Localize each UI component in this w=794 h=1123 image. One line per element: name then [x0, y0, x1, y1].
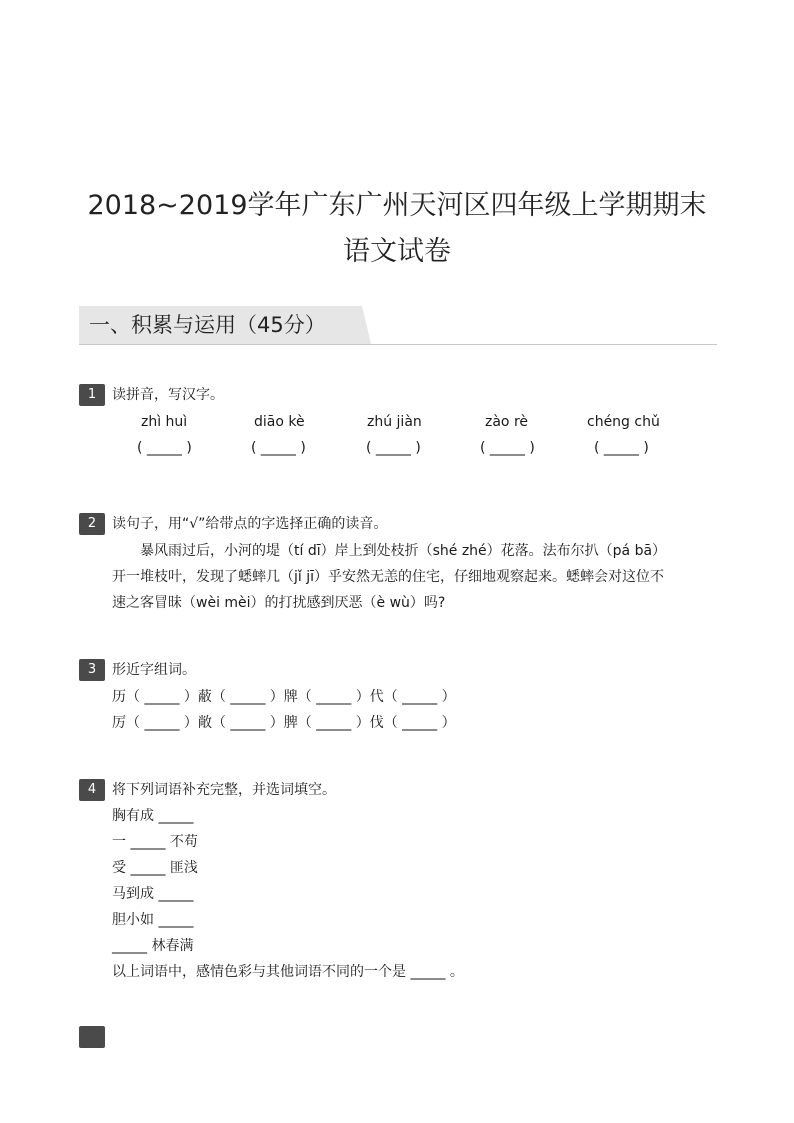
- idiom-item: 受 _____ 匪浅: [112, 860, 198, 876]
- question-number-badge: 1: [79, 384, 105, 406]
- pinyin-item: chéng chǔ: [587, 414, 660, 430]
- title-line-2: 语文试卷: [343, 236, 451, 267]
- question-number-badge: 4: [79, 779, 105, 801]
- answer-blank[interactable]: ( _____ ): [366, 440, 421, 456]
- section-title: 一、积累与运用（45分）: [89, 313, 326, 337]
- idiom-item: _____ 林春满: [112, 938, 194, 954]
- pinyin-item: zhú jiàn: [367, 414, 422, 430]
- passage-line: 开一堆枝叶，发现了蟋蟀几（jǐ jī）乎安然无恙的住宅，仔细地观察起来。蟋蟀会对这位不: [112, 569, 665, 585]
- word-row: 历（ _____ ）蔽（ _____ ）牌（ _____ ）代（ _____ ）: [112, 689, 456, 705]
- passage-line: 速之客冒昧（wèi mèi）的打扰感到厌恶（è wù）吗?: [112, 595, 446, 611]
- idiom-question: 以上词语中，感情色彩与其他词语不同的一个是 _____ 。: [112, 964, 464, 980]
- pinyin-item: diāo kè: [254, 414, 305, 430]
- pinyin-item: zhì huì: [141, 414, 188, 430]
- answer-blank[interactable]: ( _____ ): [480, 440, 535, 456]
- idiom-item: 胸有成 _____: [112, 808, 194, 824]
- section-header-bar: [79, 306, 717, 345]
- word-row: 厉（ _____ ）敞（ _____ ）脾（ _____ ）伐（ _____ ）: [112, 715, 456, 731]
- document-title: [0, 183, 794, 275]
- answer-blank[interactable]: ( _____ ): [594, 440, 649, 456]
- question-4-prompt: 将下列词语补充完整，并选词填空。: [112, 782, 336, 798]
- idiom-item: 一 _____ 不苟: [112, 834, 198, 850]
- question-number-badge: 2: [79, 513, 105, 535]
- idiom-item: 马到成 _____: [112, 886, 194, 902]
- idiom-item: 胆小如 _____: [112, 912, 194, 928]
- question-number-badge: [79, 1026, 105, 1048]
- question-2-prompt: 读句子，用“√”给带点的字选择正确的读音。: [112, 516, 388, 532]
- answer-blank[interactable]: ( _____ ): [137, 440, 192, 456]
- question-1-prompt: 读拼音，写汉字。: [112, 387, 224, 403]
- question-3-prompt: 形近字组词。: [112, 662, 196, 678]
- question-number-badge: 3: [79, 659, 105, 681]
- passage-line: 暴风雨过后，小河的堤（tí dī）岸上到处枝折（shé zhé）花落。法布尔扒（pá bā）: [140, 543, 667, 559]
- answer-blank[interactable]: ( _____ ): [251, 440, 306, 456]
- pinyin-item: zào rè: [485, 414, 529, 430]
- title-line-1: 2018~2019学年广东广州天河区四年级上学期期末: [87, 190, 707, 221]
